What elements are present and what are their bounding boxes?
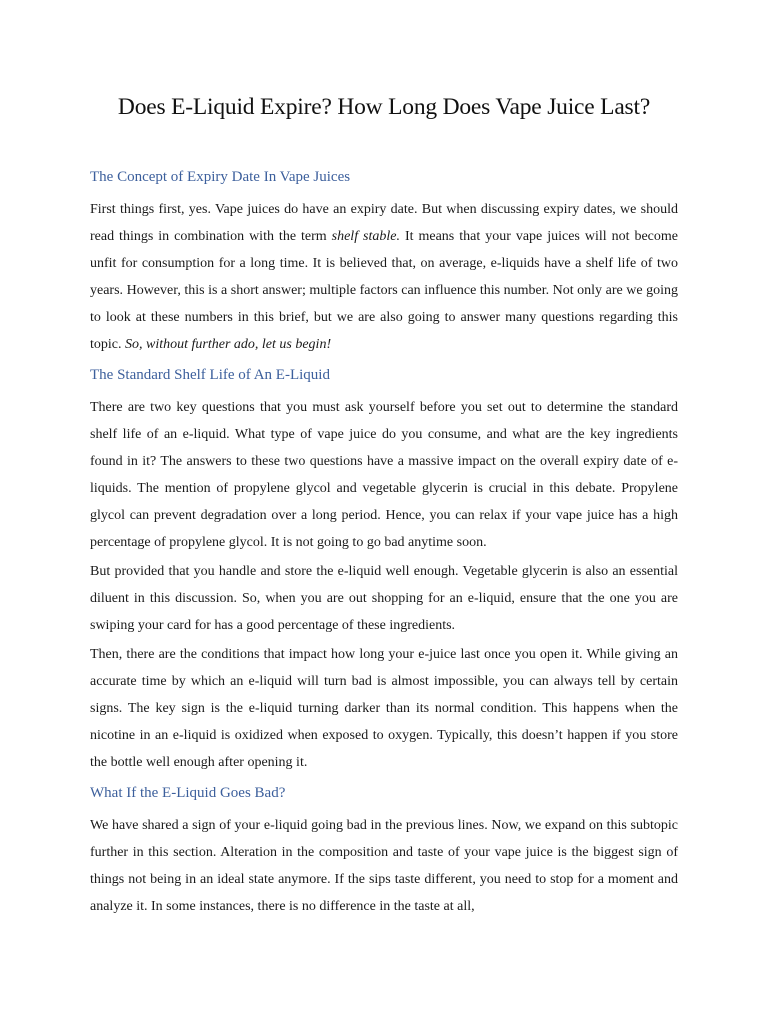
paragraph-text: It means that your vape juices will not become unfit for consumption for a long time. It is believed that, on average, e-liquids have a shelf life of two years. However, this is a short answer; multiple factors can influence this number. Not only are we going to look at these numbers in this brief, but we are also going to answer many questions regarding this topic. xyxy=(90,229,678,352)
section-paragraph: There are two key questions that you must ask yourself before you set out to determine the standard shelf life of an e-liquid. What type of vape juice do you consume, and what are the key ingredients found in it? The answers to these two questions have a massive impact on the overall expiry date of e-liquids. The mention of propylene glycol and vegetable glycerin is crucial in this debate. Propylene glycol can prevent degradation over a long period. Hence, you can relax if your vape juice has a high percentage of propylene glycol. It is not going to go bad anytime soon. xyxy=(90,400,678,550)
section-heading-expiry-concept: The Concept of Expiry Date In Vape Juices xyxy=(90,169,351,185)
section-paragraph xyxy=(90,196,678,358)
section-paragraph: Then, there are the conditions that impact how long your e-juice last once you open it. While giving an accurate time by which an e-liquid will turn bad is almost impossible, you can always tell by certain signs. The key sign is the e-liquid turning darker than its normal condition. This happens when the nicotine in an e-liquid is oxidized when exposed to oxygen. Typically, this doesn’t happen if you store the bottle well enough after opening it. xyxy=(90,647,678,770)
section-heading-goes-bad: What If the E-Liquid Goes Bad? xyxy=(90,785,286,801)
emphasis-text: So, without further ado, let us begin! xyxy=(125,337,332,352)
section-paragraph: We have shared a sign of your e-liquid going bad in the previous lines. Now, we expand on this subtopic further in this section. Alteration in the composition and taste of your vape juice is the biggest sign of things not being in an ideal state anymore. If the sips taste different, you need to stop for a moment and analyze it. In some instances, there is no difference in the taste at all, xyxy=(90,818,678,914)
section-paragraph: But provided that you handle and store the e-liquid well enough. Vegetable glycerin is also an essential diluent in this discussion. So, when you are out shopping for an e-liquid, ensure that the one you are swiping your card for has a good percentage of these ingredients. xyxy=(90,564,678,633)
document-title: Does E-Liquid Expire? How Long Does Vape Juice Last? xyxy=(117,94,651,120)
section-heading-shelf-life: The Standard Shelf Life of An E-Liquid xyxy=(90,367,330,383)
document-body xyxy=(90,164,678,920)
paragraph-text: First things first, yes. Vape juices do have an expiry date. But when discussing expiry dates, we should read things in combination with the term xyxy=(90,202,678,244)
emphasis-text: shelf stable. xyxy=(331,229,400,244)
